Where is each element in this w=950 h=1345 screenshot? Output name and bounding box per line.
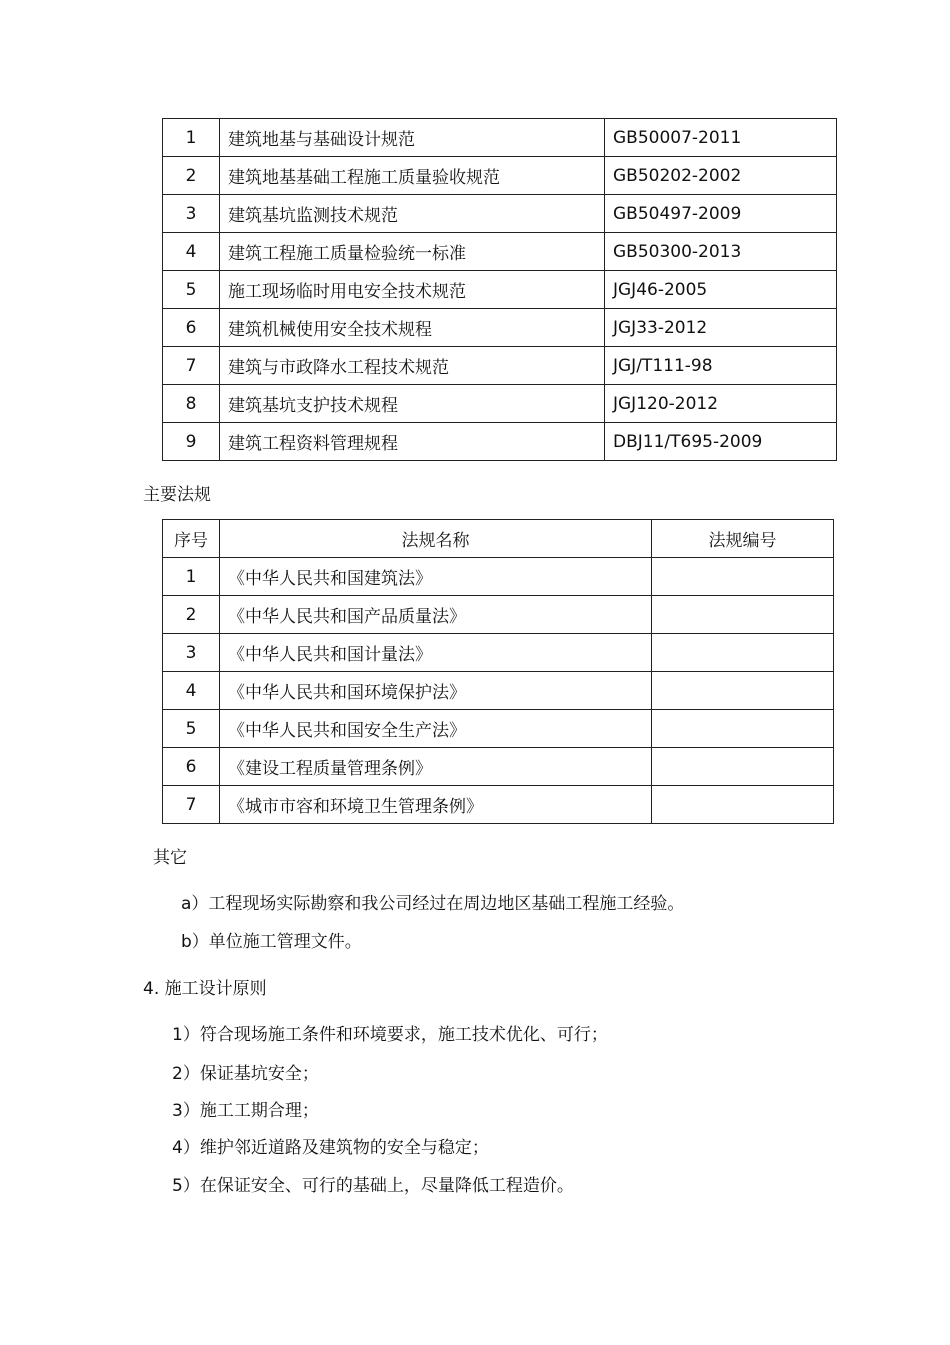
law-code (652, 710, 834, 748)
standard-code: GB50007-2011 (605, 119, 837, 157)
laws-table (162, 519, 834, 824)
table-row (163, 748, 834, 786)
principle-item: 1）符合现场施工条件和环境要求，施工技术优化、可行； (172, 1025, 608, 1045)
law-name: 《中华人民共和国安全生产法》 (220, 710, 652, 748)
table-row (163, 119, 837, 157)
column-header-code: 法规编号 (652, 520, 834, 558)
table-row (163, 309, 837, 347)
law-code (652, 634, 834, 672)
law-name: 《建设工程质量管理条例》 (220, 748, 652, 786)
law-code (652, 558, 834, 596)
standards-table (162, 118, 837, 461)
principle-item: 4）维护邻近道路及建筑物的安全与稳定； (172, 1138, 489, 1158)
law-code (652, 672, 834, 710)
standard-name: 建筑工程施工质量检验统一标准 (220, 233, 605, 271)
table-row (163, 634, 834, 672)
law-name: 《中华人民共和国建筑法》 (220, 558, 652, 596)
standard-name: 建筑地基基础工程施工质量验收规范 (220, 157, 605, 195)
standard-code: GB50497-2009 (605, 195, 837, 233)
row-number: 6 (163, 748, 220, 786)
table-row (163, 271, 837, 309)
row-number: 4 (163, 233, 220, 271)
row-number: 9 (163, 423, 220, 461)
column-header-name: 法规名称 (220, 520, 652, 558)
row-number: 2 (163, 596, 220, 634)
row-number: 8 (163, 385, 220, 423)
table-row (163, 558, 834, 596)
table-row (163, 195, 837, 233)
standard-code: GB50300-2013 (605, 233, 837, 271)
standard-name: 建筑基坑支护技术规程 (220, 385, 605, 423)
row-number: 1 (163, 558, 220, 596)
standard-name: 建筑基坑监测技术规范 (220, 195, 605, 233)
column-header-number: 序号 (163, 520, 220, 558)
table-row (163, 710, 834, 748)
law-name: 《城市市容和环境卫生管理条例》 (220, 786, 652, 824)
standard-code: JGJ33-2012 (605, 309, 837, 347)
section-4-heading: 4. 施工设计原则 (143, 979, 267, 999)
standard-name: 施工现场临时用电安全技术规范 (220, 271, 605, 309)
table-row (163, 385, 837, 423)
standard-name: 建筑工程资料管理规程 (220, 423, 605, 461)
row-number: 5 (163, 710, 220, 748)
principle-item: 5）在保证安全、可行的基础上，尽量降低工程造价。 (172, 1176, 574, 1196)
standard-code: JGJ/T111-98 (605, 347, 837, 385)
standard-name: 建筑地基与基础设计规范 (220, 119, 605, 157)
law-code (652, 748, 834, 786)
standard-code: GB50202-2002 (605, 157, 837, 195)
row-number: 1 (163, 119, 220, 157)
law-code (652, 596, 834, 634)
other-item-b: b）单位施工管理文件。 (181, 932, 362, 952)
table-row (163, 596, 834, 634)
table-header-row (163, 520, 834, 558)
principle-item: 3）施工工期合理； (172, 1101, 319, 1121)
law-code (652, 786, 834, 824)
row-number: 2 (163, 157, 220, 195)
law-name: 《中华人民共和国产品质量法》 (220, 596, 652, 634)
table-row (163, 157, 837, 195)
table-row (163, 786, 834, 824)
row-number: 5 (163, 271, 220, 309)
principle-item: 2）保证基坑安全； (172, 1064, 319, 1084)
laws-heading: 主要法规 (143, 485, 211, 505)
standard-code: DBJ11/T695-2009 (605, 423, 837, 461)
row-number: 4 (163, 672, 220, 710)
standard-name: 建筑机械使用安全技术规程 (220, 309, 605, 347)
other-item-a: a）工程现场实际勘察和我公司经过在周边地区基础工程施工经验。 (181, 894, 685, 914)
law-name: 《中华人民共和国计量法》 (220, 634, 652, 672)
table-row (163, 233, 837, 271)
row-number: 3 (163, 634, 220, 672)
table-row (163, 672, 834, 710)
table-row (163, 347, 837, 385)
row-number: 7 (163, 347, 220, 385)
standard-name: 建筑与市政降水工程技术规范 (220, 347, 605, 385)
standard-code: JGJ46-2005 (605, 271, 837, 309)
standard-code: JGJ120-2012 (605, 385, 837, 423)
other-heading: 其它 (153, 848, 187, 868)
row-number: 3 (163, 195, 220, 233)
row-number: 6 (163, 309, 220, 347)
law-name: 《中华人民共和国环境保护法》 (220, 672, 652, 710)
table-row (163, 423, 837, 461)
row-number: 7 (163, 786, 220, 824)
